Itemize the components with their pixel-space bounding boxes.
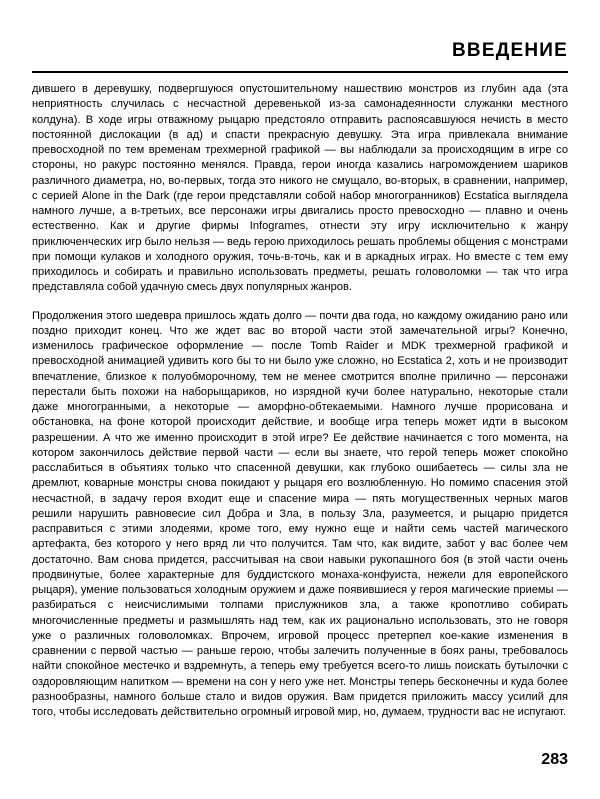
header-divider [32, 71, 568, 73]
paragraph: дившего в деревушку, подвергшуюся опустошительному нашествию монстров из глубин ада (эта неприятность случилась с несчастной деревенькой из-за самонадеянности служанки местного колдуна). В ходе игры отважному рыцарю предстояло отправить распоясавшуюся нечисть в место постоянной дислокации (в ад) и спасти прекрасную девушку. Эта игра привлекала внимание превосходной по тем временам трехмерной графикой — вы наблюдали за происходящим в игре со стороны, но ракурс постоянно менялся. Правда, герои иногда казались нагромождением шариков различного диаметра, но, во-первых, тогда это никого не смущало, во-вторых, в сравнении, например, с серией Alone in the Dark (где герои представляли собой набор многогранников) Ecstatica выглядела намного лучше, а в-третьих, все персонажи игры двигались просто превосходно — плавно и очень естественно. Как и другие фирмы Infogrames, отнести эту игру исключительно к жанру приключенческих игр было нельзя — ведь герою приходилось решать проблемы общения с монстрами при помощи кулаков и холодного оружия, точь-в-точь, как и в аркадных играх. Но вместе с тем ему приходилось и собирать и правильно использовать предметы, решать головоломки — так что игра представляла собой удачную смесь двух популярных жанров. [32, 83, 568, 294]
page-number: 283 [541, 751, 568, 768]
paragraph: Продолжения этого шедевра пришлось ждать долго — почти два года, но каждому ожиданию рано или поздно приходит конец. Что же ждет вас во второй части этой замечательной игры? Конечно, изменилось графическое оформление — после Tomb Raider и MDK трехмерной графикой и превосходной анимацией удивить кого бы то ни было уже сложно, но Ecstatica 2, хоть и не производит впечатление, близкое к полуобморочному, тем не менее смотрится вполне прилично — персонажи перестали быть похожи на наборыщариков, но изрядной кучи более натурально, некоторые стали даже многогранными, а некоторые — аморфно-обтекаемыми. Намного лучше прорисована и обстановка, на фоне которой происходит действие, и вообще игра теперь может идти в высоком разрешении. А что же именно происходит в этой игре? Ее действие начинается с того момента, на котором закончилось действие первой части — если вы знаете, что герой теперь может спокойно расслабиться в объятиях только что спасенной девушки, как глубоко ошибаетесь — силы зла не дремлют, коварные монстры снова покидают у рыцаря его возлюбленную. Но помимо спасения этой несчастной, в задачу героя входит еще и спасение мира — пять могущественных черных магов решили нарушить равновесие сил Добра и Зла, в пользу Зла, разумеется, и рыцарю придется расправиться с этими злодеями, кроме того, ему нужно еще и найти семь частей магического артефакта, без которого у него вряд ли что получится. Там что, как видите, забот у вас более чем достаточно. Вам снова придется, рассчитывая на свои навыки рукопашного боя (в этой части очень продвинутые, более характерные для буддистского монаха-конфуиста, нежели для европейского рыцаря), умение пользоваться холодным оружием и даже появившиеся у героя магические приемы — разбираться с неисчислимыми толпами прислужников зла, а также кропотливо собирать многочисленные предметы и размышлять над тем, как их рационально использовать, это не говоря уже о различных головоломках. Впрочем, игровой процесс претерпел кое-какие изменения в сравнении с первой частью — раньше герою, чтобы залечить полученные в боях раны, требовалось найти спокойное местечко и вздремнуть, а теперь ему требуется всего-то лишь поискать бутылочки с оздоровляющим напитком — времени на сон у него уже нет. Монстры теперь бесконечны и куда более разнообразны, намного больше стало и видов оружия. Вам придется приложить массу усилий для того, чтобы исследовать действительно огромный игровой мир, но, думаем, трудности вас не испугают. [32, 309, 568, 718]
page-header-title: ВВЕДЕНИЕ [452, 40, 568, 61]
body-content [32, 82, 568, 720]
